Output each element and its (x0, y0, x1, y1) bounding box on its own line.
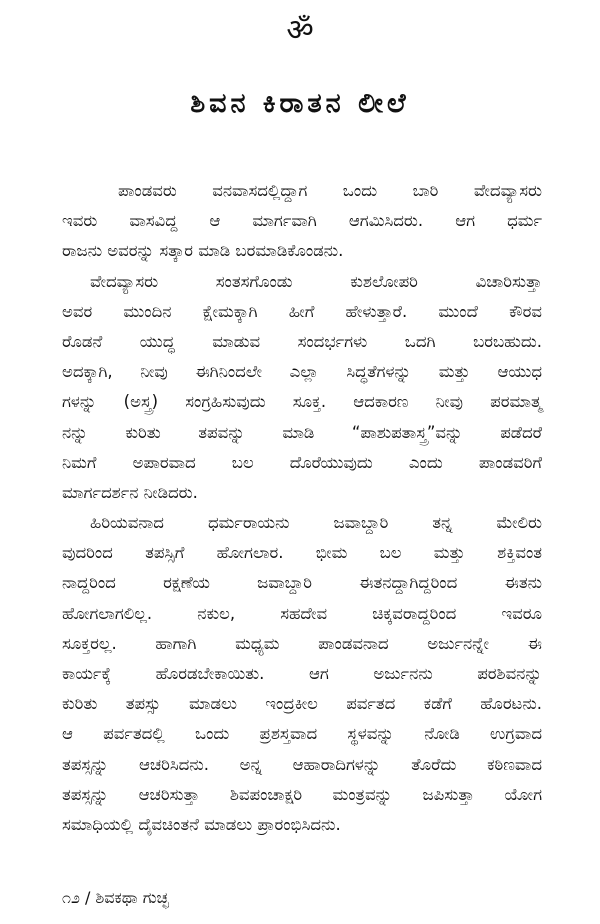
om-symbol: ॐ (286, 13, 314, 48)
text-line: ರೊಡನೆ ಯುದ್ಧ ಮಾಡುವ ಸಂದರ್ಭಗಳು ಒದಗಿ ಬರಬಹುದು. (62, 331, 542, 351)
text-line: ವುದರಿಂದ ತಪಸ್ಸಿಗೆ ಹೋಗಲಾರ. ಭೀಮ ಬಲ ಮತ್ತು ಶಕ್ತಿವಂತ (62, 543, 542, 563)
text-line: ಸಮಾಧಿಯಲ್ಲಿ ದೈವಚಿಂತನೆ ಮಾಡಲು ಪ್ರಾರಂಭಿಸಿದನು. (62, 814, 341, 834)
page-title: ಶಿವನ ಕಿರಾತನ ಲೀಲೆ (190, 88, 410, 119)
paragraph-2 (62, 267, 542, 509)
text-line: ಆ ಪರ್ವತದಲ್ಲಿ ಒಂದು ಪ್ರಶಸ್ತವಾದ ಸ್ಥಳವನ್ನು ನೋಡಿ ಉಗ್ರವಾದ (62, 724, 542, 744)
text-line: ರಾಜನು ಅವರನ್ನು ಸತ್ಕಾರ ಮಾಡಿ ಬರಮಾಡಿಕೊಂಡನು. (62, 241, 344, 261)
text-line: ಇವರು ವಾಸವಿದ್ದ ಆ ಮಾರ್ಗವಾಗಿ ಆಗಮಿಸಿದರು. ಆಗ ಧರ್ಮ (62, 211, 542, 231)
text-line: ಅವರ ಮುಂದಿನ ಕ್ಷೇಮಕ್ಕಾಗಿ ಹೀಗೆ ಹೇಳುತ್ತಾರೆ. ಮುಂದೆ ಕೌರವ (62, 301, 542, 321)
text-line: ನನ್ನು ಕುರಿತು ತಪವನ್ನು ಮಾಡಿ “ಪಾಶುಪತಾಸ್ತ್ರ”ವನ್ನು ಪಡೆದರೆ (62, 422, 542, 442)
paragraph-1 (62, 176, 542, 267)
text-line: ಸೂಕ್ತರಲ್ಲ. ಹಾಗಾಗಿ ಮಧ್ಯಮ ಪಾಂಡವನಾದ ಅರ್ಜುನನ್ನೇ ಈ (62, 633, 542, 653)
text-line: ಮಾರ್ಗದರ್ಶನ ನೀಡಿದರು. (62, 482, 198, 502)
text-line: ಗಳನ್ನು (ಅಸ್ತ್ರ) ಸಂಗ್ರಹಿಸುವುದು ಸೂಕ್ತ. ಆದಕಾರಣ ನೀವು ಪರಮಾತ್ಮ (62, 392, 542, 412)
paragraph-3 (62, 508, 542, 840)
text-line: ಕಾರ್ಯಕ್ಕೆ ಹೊರಡಬೇಕಾಯಿತು. ಆಗ ಅರ್ಜುನನು ಪರಶಿವನನ್ನು (62, 664, 542, 683)
text-line: ತಪಸ್ಸನ್ನು ಆಚರಿಸುತ್ತಾ ಶಿವಪಂಚಾಕ್ಷರಿ ಮಂತ್ರವನ್ನು ಜಪಿಸುತ್ತಾ ಯೋಗ (62, 784, 542, 804)
text-line: ನಾದ್ದರಿಂದ ರಕ್ಷಣೆಯ ಜವಾಬ್ದಾರಿ ಈತನದ್ದಾಗಿದ್ದರಿಂದ ಈತನು (62, 573, 542, 593)
text-line: ಪಾಂಡವರು ವನವಾಸದಲ್ಲಿದ್ದಾಗ ಒಂದು ಬಾರಿ ವೇದವ್ಯಾಸರು (118, 181, 542, 200)
page-footer: ೧೨ / ಶಿವಕಥಾ ಗುಚ್ಛ (62, 888, 169, 907)
text-line: ಕುರಿತು ತಪಸ್ಸು ಮಾಡಲು ಇಂದ್ರಕೀಲ ಪರ್ವತದ ಕಡೆಗೆ ಹೊರಟನು. (62, 694, 542, 714)
text-line: ವೇದವ್ಯಾಸರು ಸಂತಸಗೊಂಡು ಕುಶಲೋಪರಿ ವಿಚಾರಿಸುತ್ತಾ (90, 271, 542, 291)
text-line: ನಿಮಗೆ ಅಪಾರವಾದ ಬಲ ದೊರೆಯುವುದು ಎಂದು ಪಾಂಡವರಿಗೆ (62, 452, 542, 472)
text-line: ಹೋಗಲಾಗಲಿಲ್ಲ. ನಕುಲ, ಸಹದೇವ ಚಿಕ್ಕವರಾದ್ದರಿಂದ ಇವರೂ (62, 603, 542, 623)
text-line: ಹಿರಿಯವನಾದ ಧರ್ಮರಾಯನು ಜವಾಬ್ದಾರಿ ತನ್ನ ಮೇಲಿರು (90, 513, 542, 533)
text-line: ತಪಸ್ಸನ್ನು ಆಚರಿಸಿದನು. ಅನ್ನ ಆಹಾರಾದಿಗಳನ್ನು ತೊರೆದು ಕಠಿಣವಾದ (62, 754, 542, 774)
body-text (62, 176, 542, 840)
text-line: ಅದಕ್ಕಾಗಿ, ನೀವು ಈಗಿನಿಂದಲೇ ಎಲ್ಲಾ ಸಿದ್ಧತೆಗಳನ್ನು ಮತ್ತು ಆಯುಧ (62, 362, 542, 382)
